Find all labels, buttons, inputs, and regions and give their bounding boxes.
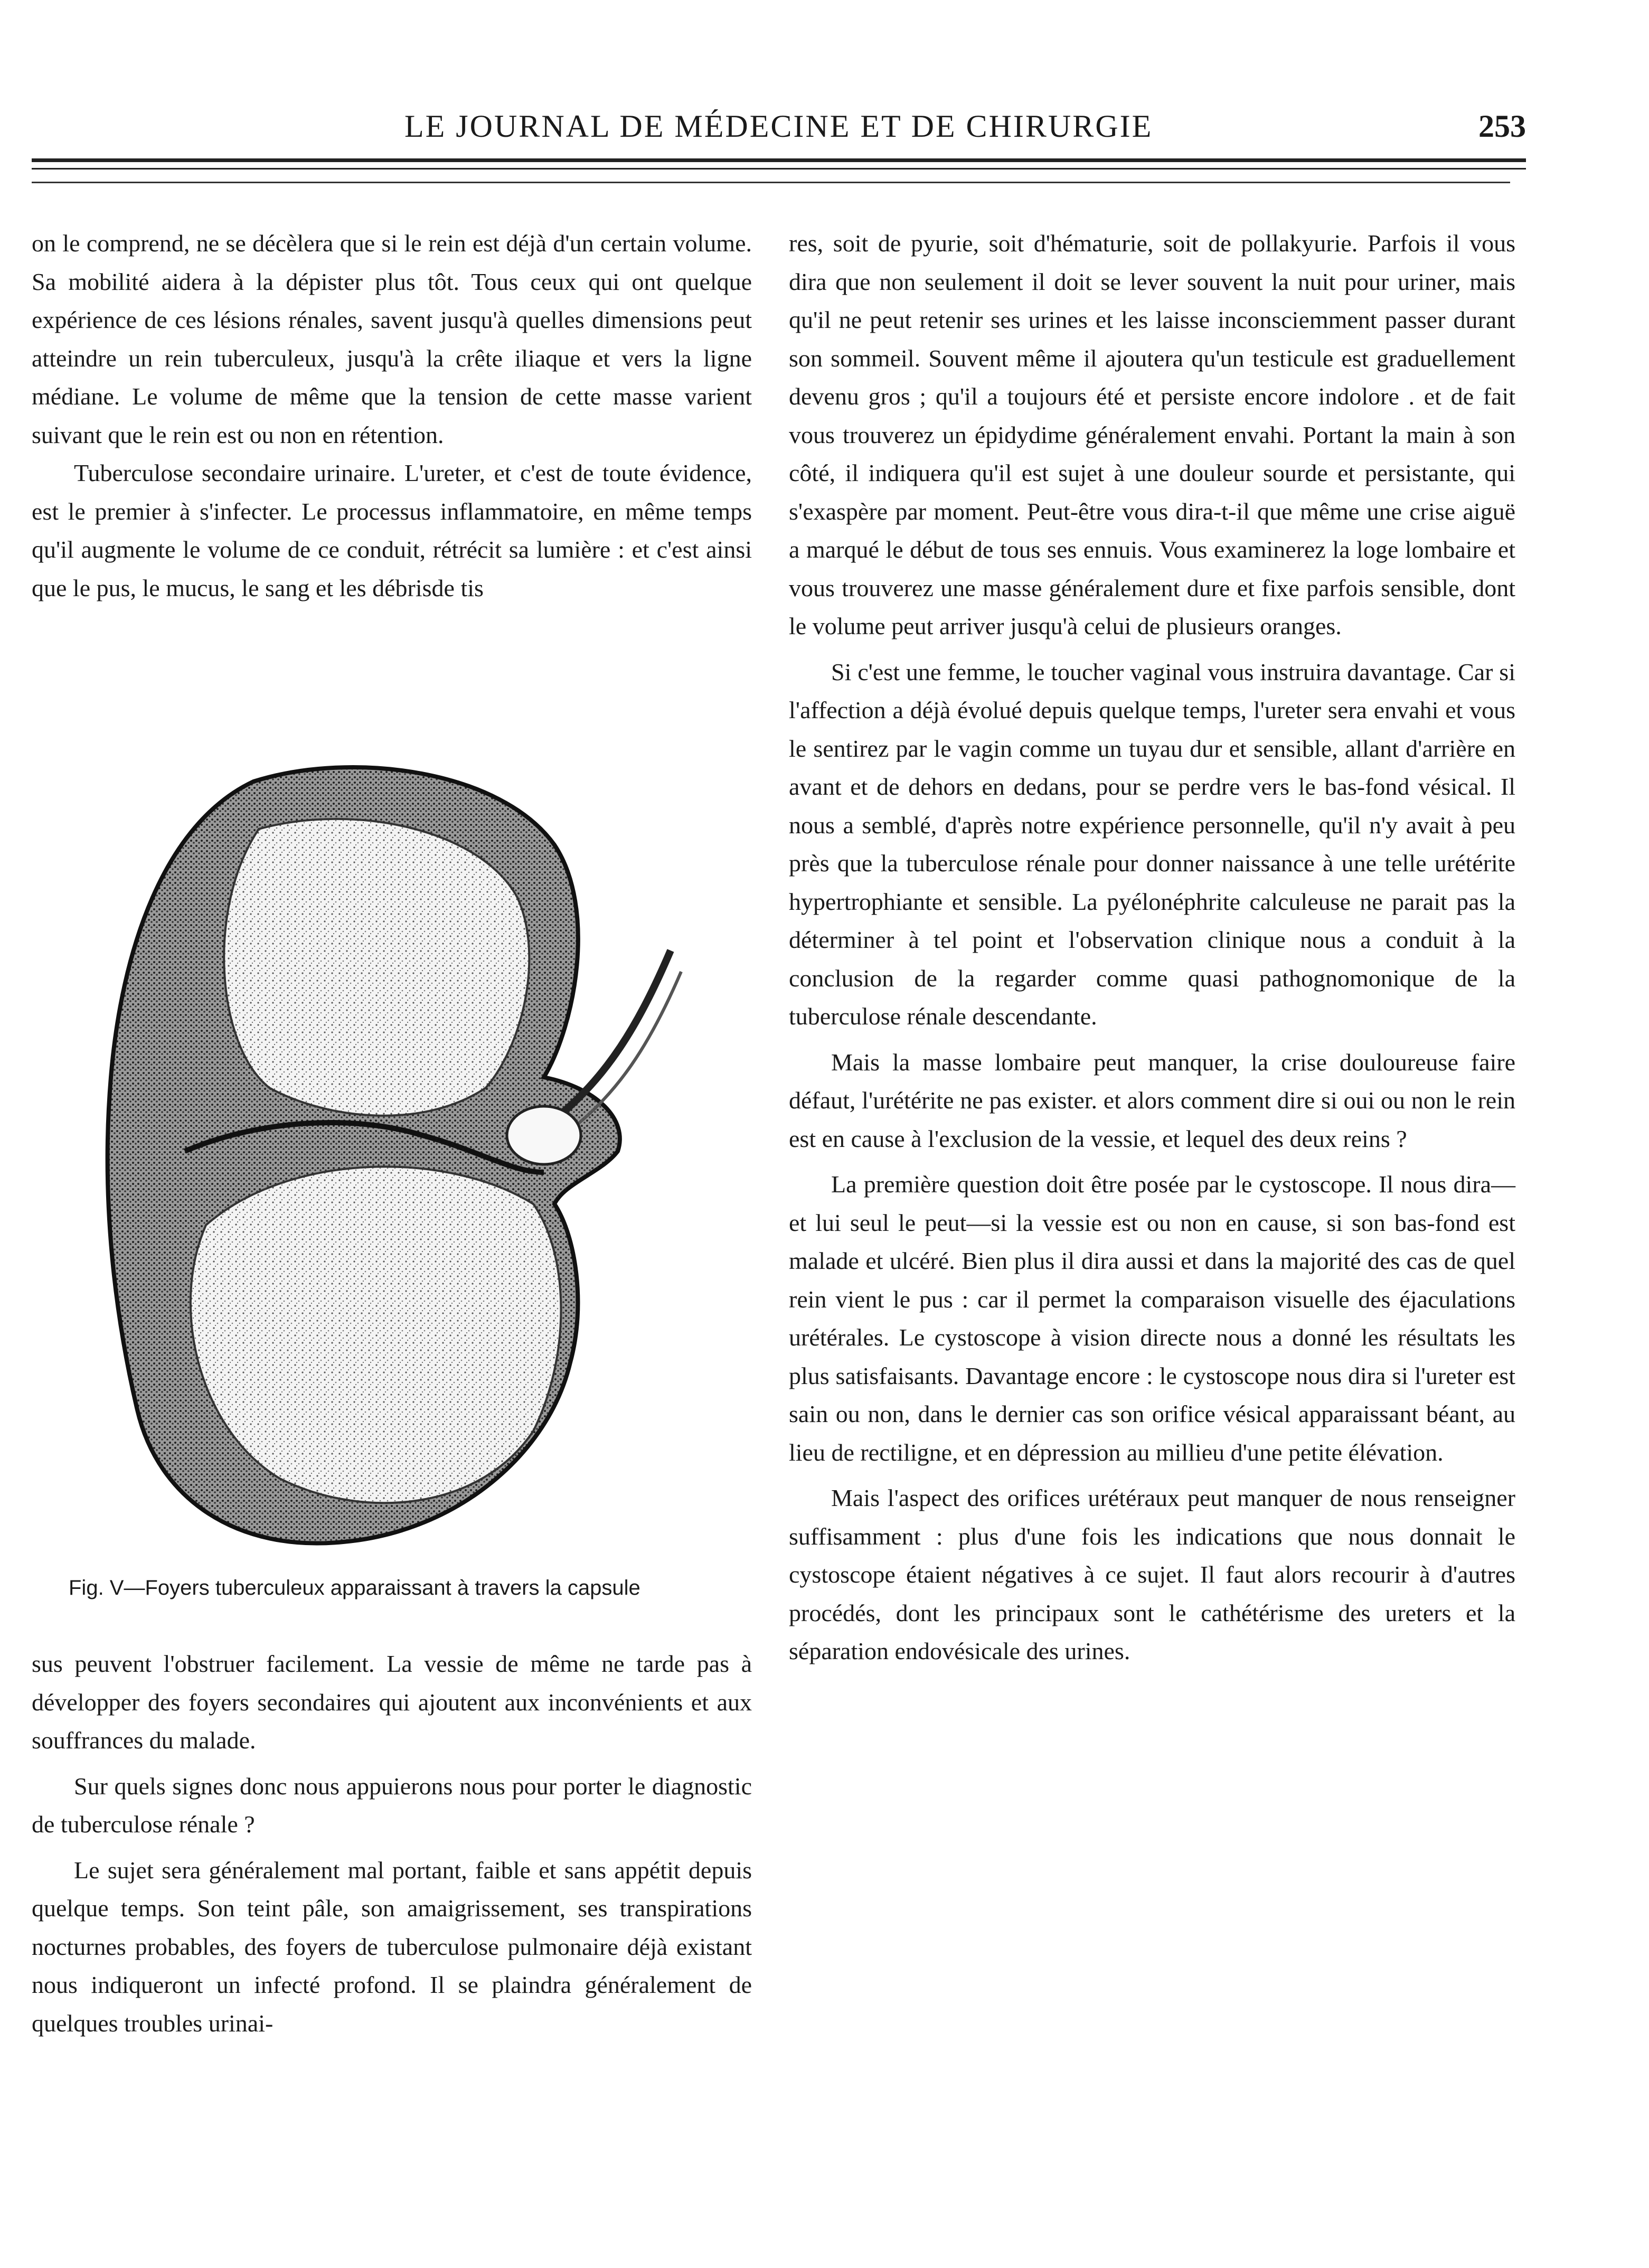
header-rule-lower xyxy=(32,182,1510,183)
paragraph: Mais l'aspect des orifices urétéraux peut manquer de nous renseigner suffisamment : plus d'une fois les indications que nous donnait le cystoscope étaient négatives à ce sujet. Il faut alors recourir à d'autres procédés, dont les principaux sont le cathétérisme des ureters et la séparation endovésicale des urines. xyxy=(789,1484,1515,1664)
paragraph: Si c'est une femme, le toucher vaginal vous instruira davantage. Car si l'affection a déjà évolué depuis quelque temps, l'ureter sera envahi et vous le sentirez par le vagin comme un tuyau dur et sensible, allant d'arrière en avant et de dehors en dedans, pour se perdre vers le bas-fond vésical. Il nous a semblé, d'après notre expérience personnelle, qu'il n'y avait à peu près que la tuberculose rénale pour donner naissance à une telle urétérite hypertrophiante et sensible. La pyélonéphrite calculeuse ne parait pas la déterminer à tel point et l'observation clinique nous a conduit à la conclusion de la regarder comme quasi pathognomonique de la tuberculose rénale descendante. xyxy=(789,658,1515,1030)
paragraph: Sur quels signes donc nous appuierons nous pour porter le diagnostic de tuberculose rénale ? xyxy=(32,1772,752,1838)
header-rule xyxy=(32,158,1526,162)
paragraph: Le sujet sera généralement mal portant, faible et sans appétit depuis quelque temps. Son teint pâle, son amaigrissement, ses transpirations nocturnes probables, des foyers de tuberculose pulmonaire déjà existant nous indiqueront un infecté profond. Il se plaindra généralement de quelques troubles urinai- xyxy=(32,1856,752,2037)
paragraph: Tuberculose secondaire urinaire. L'ureter, et c'est de toute évidence, est le premier à s'infecter. Le processus inflammatoire, en même temps qu'il augmente le volume de ce conduit, rétrécit sa lumière : et c'est ainsi que le pus, le mucus, le sang et les débrisde tis xyxy=(32,459,752,601)
header-rule-thin xyxy=(32,168,1526,170)
kidney-drawing-icon xyxy=(79,750,702,1563)
kidney-illustration xyxy=(79,750,702,1563)
journal-title: LE JOURNAL DE MÉDECINE ET DE CHIRURGIE xyxy=(404,109,1153,144)
figure-caption: Fig. V—Foyers tuberculeux apparaissant à travers la capsule xyxy=(69,1576,640,1599)
page-number: 253 xyxy=(1478,109,1526,144)
paragraph: Mais la masse lombaire peut manquer, la crise douloureuse faire défaut, l'urétérite ne pas exister. et alors comment dire si oui ou non le rein est en cause à l'exclusion de la vessie, et lequel des deux reins ? xyxy=(789,1048,1515,1152)
right-column xyxy=(789,224,1515,1671)
left-column-bottom xyxy=(32,1645,752,2043)
paragraph: res, soit de pyurie, soit d'hématurie, soit de pollakyurie. Parfois il vous dira que non seulement il doit se lever souvent la nuit pour uriner, mais qu'il ne peut retenir ses urines et les laisse inconsciemment passer durant son sommeil. Souvent même il ajoutera qu'un testicule est graduellement devenu gros ; qu'il a toujours été et persiste encore indolore . et de fait vous trouverez un épidydime généralement envahi. Portant la main à son côté, il indiquera qu'il est sujet à une douleur sourde et persistante, qui s'exaspère par moment. Peut-être vous dira-t-il que même une crise aiguë a marqué le début de tous ses ennuis. Vous examinerez la loge lombaire et vous trouverez une masse généralement dure et fixe parfois sensible, dont le volume peut arriver jusqu'à celui de plusieurs oranges. xyxy=(789,230,1515,639)
left-column-top xyxy=(32,224,752,607)
running-header xyxy=(32,108,1526,150)
paragraph: La première question doit être posée par le cystoscope. Il nous dira—et lui seul le peut—si la vessie est ou non en cause, si son bas-fond est malade et ulcéré. Bien plus il dira aussi et dans la majorité des cas de quel rein vient le pus : car il permet la comparaison visuelle des éjaculations urétérales. Le cystoscope à vision directe nous a donné les résultats les plus satisfaisants. Davantage encore : le cystoscope nous dira si l'ureter est sain ou non, dans le dernier cas son orifice vésical apparaissant béant, au lieu de rectiligne, et en dépression au millieu d'une petite élévation. xyxy=(789,1171,1515,1466)
paragraph: sus peuvent l'obstruer facilement. La vessie de même ne tarde pas à développer des foyers secondaires qui ajoutent aux inconvénients et aux souffrances du malade. xyxy=(32,1650,752,1754)
paragraph: on le comprend, ne se décèlera que si le rein est déjà d'un certain volume. Sa mobilité aidera à la dépister plus tôt. Tous ceux qui ont quelque expérience de ces lésions rénales, savent jusqu'à quelles dimensions peut atteindre un rein tuberculeux, jusqu'à la crête iliaque et vers la ligne médiane. Le volume de même que la tension de cette masse varient suivant que le rein est ou non en rétention. xyxy=(32,230,752,448)
